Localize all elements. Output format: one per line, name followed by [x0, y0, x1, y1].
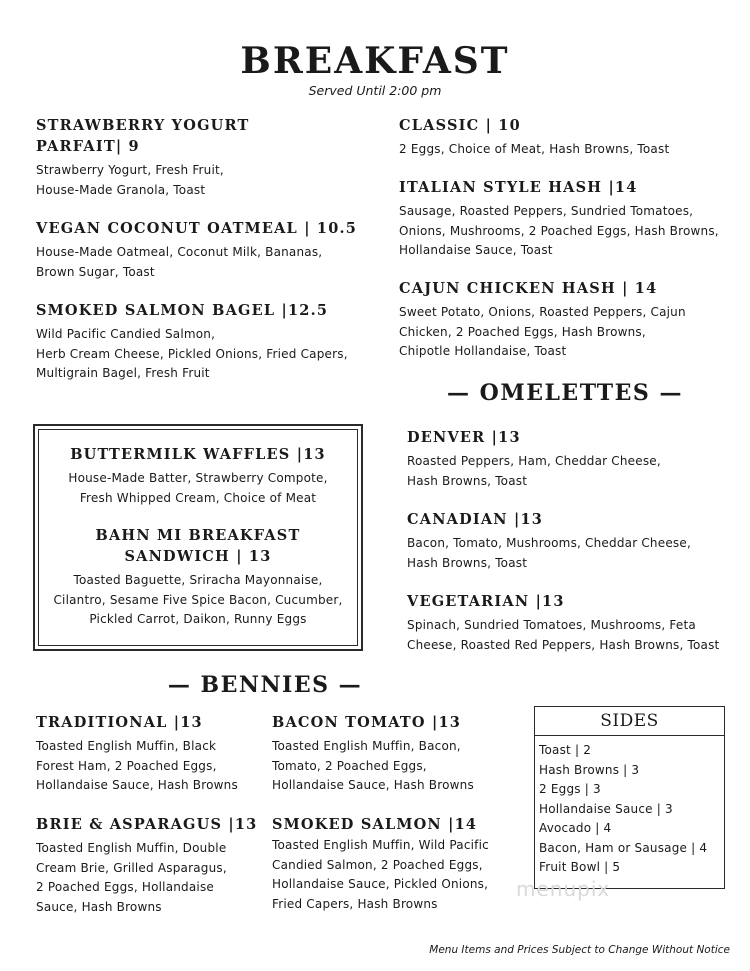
menu-item: [36, 115, 366, 200]
footer-note: Menu Items and Prices Subject to Change Without Notice: [429, 944, 730, 956]
item-description: Roasted Peppers, Ham, Cheddar Cheese, Hash Browns, Toast: [407, 454, 661, 488]
item-name: SMOKED SALMON |14: [272, 816, 478, 833]
item-name: TRADITIONAL |13: [36, 714, 203, 731]
menu-item: [36, 218, 376, 282]
item-name: STRAWBERRY YOGURT: [36, 117, 250, 134]
menu-item: [272, 712, 527, 796]
sides-item: Fruit Bowl | 5: [539, 860, 621, 874]
sides-item: Hash Browns | 3: [539, 762, 640, 777]
menu-item: [407, 427, 737, 491]
watermark: menupix: [516, 877, 611, 901]
item-description: Toasted English Muffin, Bacon, Tomato, 2 Poached Eggs, Hollandaise Sauce, Hash Browns: [272, 739, 474, 792]
omelettes-heading: — OMELETTES —: [447, 380, 683, 406]
item-name: BUTTERMILK WAFFLES |13: [70, 446, 326, 463]
item-name: DENVER |13: [407, 429, 521, 446]
item-name: CANADIAN |13: [407, 511, 544, 528]
item-description: Toasted English Muffin, Double Cream Brie, Grilled Asparagus, 2 Poached Eggs, Hollandaise Sauce, Hash Browns: [36, 841, 227, 914]
sides-heading: SIDES: [535, 707, 724, 736]
item-name: VEGETARIAN |13: [407, 593, 565, 610]
item-name: VEGAN COCONUT OATMEAL | 10.5: [36, 220, 358, 237]
menu-item: [33, 444, 363, 508]
item-description: House-Made Oatmeal, Coconut Milk, Bananas, Brown Sugar, Toast: [36, 245, 323, 279]
menu-item: [33, 525, 363, 630]
item-name: SANDWICH | 13: [124, 548, 272, 565]
page-title: BREAKFAST: [240, 40, 510, 82]
sides-item: Toast | 2: [539, 743, 592, 757]
item-name: BRIE & ASPARAGUS |13: [36, 816, 258, 833]
item-name: PARFAIT| 9: [36, 138, 140, 155]
menu-item: [399, 115, 729, 160]
item-description: Bacon, Tomato, Mushrooms, Cheddar Cheese, Hash Browns, Toast: [407, 536, 691, 570]
item-description: Sweet Potato, Onions, Roasted Peppers, Cajun Chicken, 2 Poached Eggs, Hash Browns, Chipotle Hollandaise, Toast: [399, 305, 686, 358]
item-description: 2 Eggs, Choice of Meat, Hash Browns, Toast: [399, 142, 670, 156]
bennies-heading: — BENNIES —: [167, 672, 363, 698]
menu-item: [407, 591, 747, 655]
item-description: Sausage, Roasted Peppers, Sundried Tomatoes, Onions, Mushrooms, 2 Poached Eggs, Hash Browns, Hollandaise Sauce, Toast: [399, 204, 719, 257]
item-name: CAJUN CHICKEN HASH | 14: [399, 280, 658, 297]
sides-item: Avocado | 4: [539, 821, 612, 835]
sides-box: [534, 706, 725, 889]
item-description: Toasted English Muffin, Black Forest Ham, 2 Poached Eggs, Hollandaise Sauce, Hash Browns: [36, 739, 238, 792]
menu-item: [36, 814, 266, 917]
menu-item: [36, 712, 266, 796]
menu-item: [36, 300, 376, 384]
item-name: BAHN MI BREAKFAST: [95, 527, 301, 544]
item-description: Strawberry Yogurt, Fresh Fruit, House-Made Granola, Toast: [36, 163, 224, 197]
sides-item: Bacon, Ham or Sausage | 4: [539, 840, 708, 855]
menu-item: [407, 509, 737, 573]
item-name: BACON TOMATO |13: [272, 714, 462, 731]
item-description: Spinach, Sundried Tomatoes, Mushrooms, Feta Cheese, Roasted Red Peppers, Hash Browns, Toast: [407, 618, 720, 652]
item-name: SMOKED SALMON BAGEL |12.5: [36, 302, 329, 319]
menu-item: [399, 177, 739, 261]
item-name: ITALIAN STYLE HASH |14: [399, 179, 638, 196]
item-description: Toasted English Muffin, Wild Pacific Candied Salmon, 2 Poached Eggs, Hollandaise Sauce, Pickled Onions, Fried Capers, Hash Browns: [272, 838, 489, 911]
sides-list: [535, 736, 724, 878]
item-description: Wild Pacific Candied Salmon, Herb Cream Cheese, Pickled Onions, Fried Capers, Multigrain Bagel, Fresh Fruit: [36, 327, 348, 380]
menu-item: [399, 278, 739, 362]
sides-item: Hollandaise Sauce | 3: [539, 801, 673, 816]
item-name: CLASSIC | 10: [399, 117, 521, 134]
page-subtitle: Served Until 2:00 pm: [308, 83, 442, 98]
menu-item: [272, 814, 527, 914]
item-description: Toasted Baguette, Sriracha Mayonnaise, Cilantro, Sesame Five Spice Bacon, Cucumber, Pickled Carrot, Daikon, Runny Eggs: [53, 573, 343, 626]
sides-item: 2 Eggs | 3: [539, 782, 601, 796]
item-description: House-Made Batter, Strawberry Compote, Fresh Whipped Cream, Choice of Meat: [68, 471, 328, 505]
